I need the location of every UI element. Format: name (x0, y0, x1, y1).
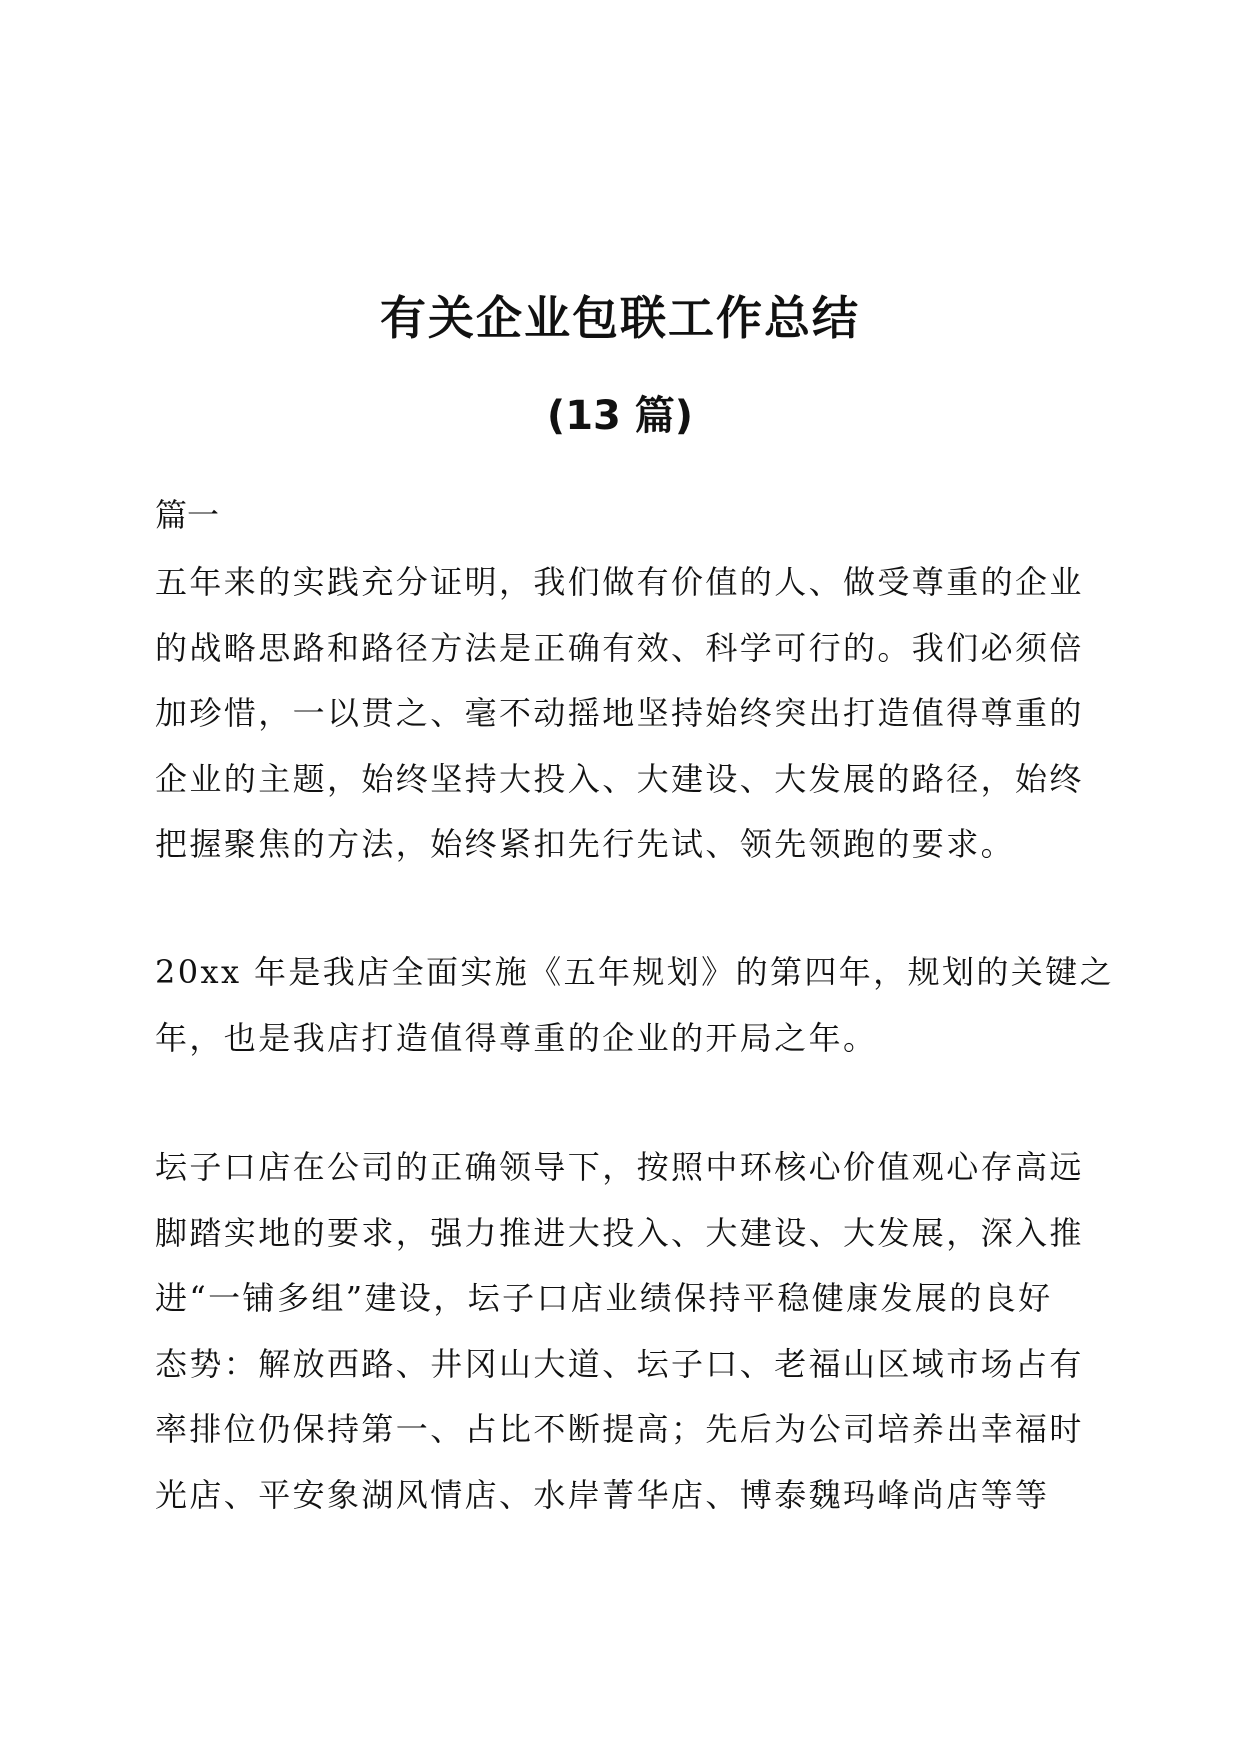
paragraph-line: 把握聚焦的方法，始终紧扣先行先试、领先领跑的要求。 (155, 825, 1016, 863)
paragraph-2 (155, 940, 1114, 1071)
document-subtitle: (13 篇) (546, 393, 694, 439)
paragraph-3 (155, 1135, 1085, 1528)
paragraph-line: 的战略思路和路径方法是正确有效、科学可行的。我们必须倍 (155, 628, 1084, 667)
paragraph-1 (155, 550, 1085, 878)
document-title: 有关企业包联工作总结 (380, 291, 860, 345)
paragraph-line: 态势：解放西路、井冈山大道、坛子口、老福山区域市场占有 (155, 1344, 1084, 1383)
paragraph-line: 五年来的实践充分证明，我们做有价值的人、做受尊重的企业 (155, 563, 1084, 601)
paragraph-line: 光店、平安象湖风情店、水岸菁华店、博泰魏玛峰尚店等等 (155, 1475, 1050, 1514)
paragraph-line: 20xx 年是我店全面实施《五年规划》的第四年，规划的关键之 (155, 953, 1114, 991)
paragraph-line: 脚踏实地的要求，强力推进大投入、大建设、大发展，深入推 (155, 1213, 1084, 1252)
paragraph-line: 进“一铺多组”建设，坛子口店业绩保持平稳健康发展的良好 (155, 1279, 1053, 1317)
paragraph-line: 年，也是我店打造值得尊重的企业的开局之年。 (155, 1018, 878, 1057)
paragraph-line: 率排位仍保持第一、占比不断提高；先后为公司培养出幸福时 (155, 1410, 1084, 1448)
section-label: 篇一 (155, 496, 220, 534)
paragraph-line: 加珍惜，一以贯之、毫不动摇地坚持始终突出打造值得尊重的 (155, 694, 1084, 732)
paragraph-line: 坛子口店在公司的正确领导下，按照中环核心价值观心存高远 (155, 1148, 1084, 1186)
paragraph-line: 企业的主题，始终坚持大投入、大建设、大发展的路径，始终 (155, 759, 1084, 798)
